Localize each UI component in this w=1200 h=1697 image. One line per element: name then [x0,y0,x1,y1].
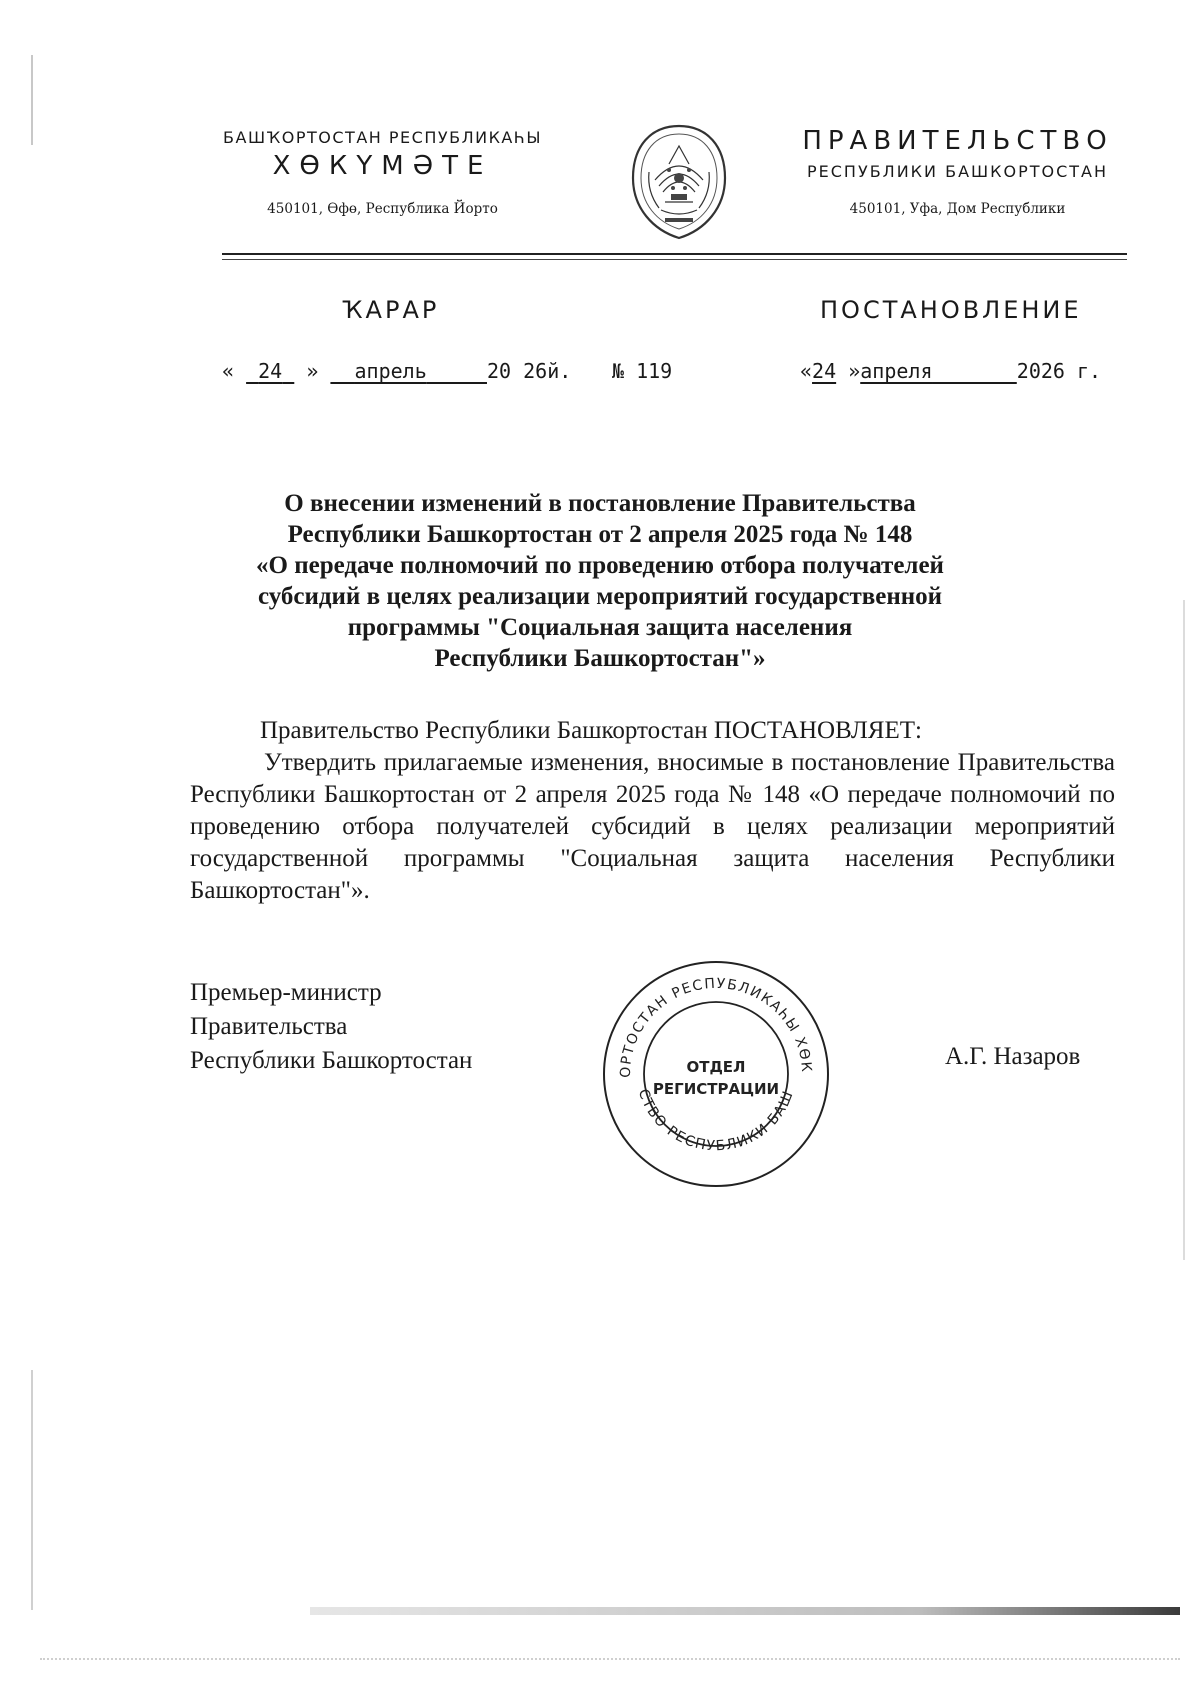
date-right-month-value: апреля [860,359,933,383]
emblem-icon [625,122,733,242]
registration-stamp [600,958,832,1190]
date-left [222,359,571,383]
date-left-year: 20 26й. [486,359,572,383]
signature-position-line: Правительства [190,1013,348,1040]
date-right-day [812,359,836,383]
doc-type-right: ПОСТАНОВЛЕНИЕ [820,296,1082,324]
body-paragraph-2: Утвердить прилагаемые изменения, вносимые в постановление Правительства Республики Башкортостан от 2 апреля 2025 года № 148 «О передаче полномочий по проведению отбора получателей субсидий в целях реализации мероприятий государственной программы "Социальная защита населения Республики Башкортостан"». [190,749,1115,904]
title-line: «О передаче полномочий по проведению отбора получателей [256,552,944,579]
title-line: Республики Башкортостан от 2 апреля 2025 года № 148 [287,521,913,548]
date-left-month-value: апрель [354,359,427,383]
date-right-open-quote: « [800,359,813,383]
date-right-year: 2026 г. [1016,359,1102,383]
stamp-outer-text-top: ОРТОСТАН РЕСПУБЛИКАҺЫ ХӨК [617,975,815,1078]
date-left-day-value: 24 [258,359,283,383]
date-right-day-value: 24 [812,359,837,383]
stamp-outer-text-bottom: СТВО РЕСПУБЛИКИ БАШ [634,1087,798,1155]
header-right-address: 450101, Уфа, Дом Республики [849,201,1066,217]
doc-number: № 119 [612,359,673,383]
scan-artifact-left [31,55,33,145]
header-right-line1: ПРАВИТЕЛЬСТВО [802,126,1113,156]
title-line: программы "Социальная защита населения [347,614,853,641]
doc-type-left: ҠАРАР [342,296,440,324]
header-left [160,128,605,217]
header-divider-thin [222,259,1127,260]
date-left-close-quote: » [306,359,319,383]
signature-name: А.Г. Назаров [945,1043,1081,1070]
signature-position [190,976,472,1078]
header-left-address: 450101, Өфө, Республика Йорто [267,201,498,217]
title-line: О внесении изменений в постановление Правительства [284,490,916,517]
signature-position-line: Премьер-министр [190,979,382,1006]
scan-artifact-left-bottom [31,1370,33,1610]
document-title [170,488,1030,674]
document-body [190,715,1115,907]
date-left-month [330,359,487,383]
date-right [800,359,1101,383]
date-right-month [860,359,1017,383]
header-left-line1: БАШҠОРТОСТАН РЕСПУБЛИКАҺЫ [223,128,542,147]
header-left-line2: ХӨКҮМӘТЕ [272,151,493,181]
stamp-inner-line2: РЕГИСТРАЦИИ [652,1080,780,1098]
date-left-day [246,359,294,383]
title-line: Республики Башкортостан"» [434,645,766,672]
stamp-inner-line1: ОТДЕЛ [686,1058,746,1076]
scan-artifact-right [1183,600,1185,1260]
date-left-open-quote: « [222,359,235,383]
body-paragraph-1: Правительство Республики Башкортостан ПОСТАНОВЛЯЕТ: [260,717,922,744]
header-right [785,126,1130,217]
title-line: субсидий в целях реализации мероприятий государственной [257,583,943,610]
header-divider-thick [222,253,1127,255]
scan-artifact-bottom-bar [310,1607,1180,1615]
scan-artifact-bottom-dots [40,1658,1180,1660]
header-right-line2: РЕСПУБЛИКИ БАШКОРТОСТАН [806,162,1109,181]
signature-position-line: Республики Башкортостан [190,1047,473,1074]
date-right-close-quote: » [848,359,861,383]
